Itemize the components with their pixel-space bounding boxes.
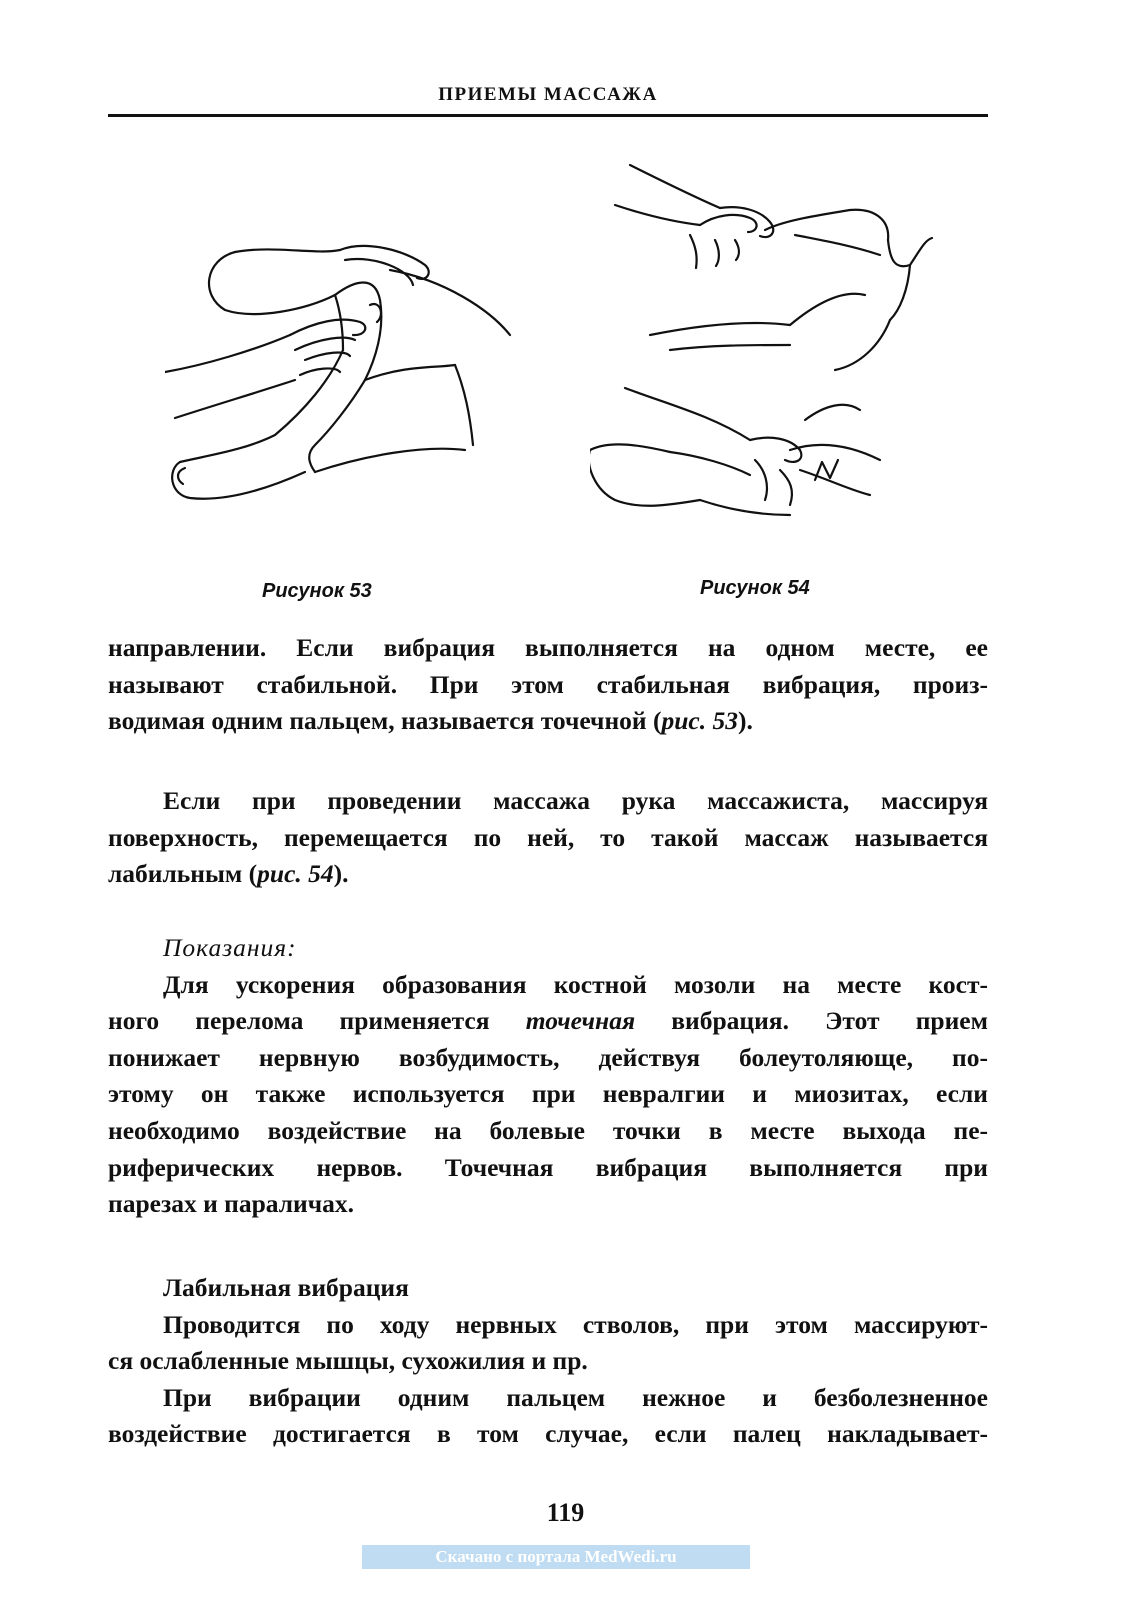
text-line: необходимо воздействие на болевые точки в месте выхода пе- xyxy=(108,1115,988,1145)
text-fragment: ). xyxy=(737,706,753,736)
text-line xyxy=(108,1003,988,1040)
paragraph-labile-massage xyxy=(108,783,988,893)
text-line: парезах и параличах. xyxy=(108,1189,354,1219)
text-line: направлении. Если вибрация выполняется на одном месте, ее xyxy=(108,633,988,662)
paragraph-stable-vibration xyxy=(108,630,988,740)
section-heading: Показания: xyxy=(163,933,297,962)
emphasis: точечная xyxy=(525,1006,636,1036)
text-line: ся ослабленные мышцы, сухожилия и пр. xyxy=(108,1346,588,1376)
text-line: называют стабильной. При этом стабильная вибрация, произ- xyxy=(108,669,988,699)
text-fragment: ного перелома применяется xyxy=(108,1006,526,1036)
text-fragment: лабильным ( xyxy=(108,859,258,889)
text-line xyxy=(108,703,988,740)
text-line: воздействие достигается в том случае, если палец накладывает- xyxy=(108,1419,988,1449)
header-rule xyxy=(108,114,988,117)
figure-reference: рис. 54 xyxy=(257,859,334,889)
text-line: Проводится по ходу нервных стволов, при этом массируют- xyxy=(163,1309,988,1339)
section-indications xyxy=(108,930,988,1223)
text-line: Для ускорения образования костной мозоли на месте кост- xyxy=(163,969,988,999)
section-heading: Лабильная вибрация xyxy=(163,1273,409,1302)
text-fragment: водимая одним пальцем, называется точечной ( xyxy=(108,706,662,736)
text-line: риферических нервов. Точечная вибрация выполняется при xyxy=(108,1152,988,1182)
text-line: При вибрации одним пальцем нежное и безболезненное xyxy=(163,1382,988,1412)
text-line xyxy=(108,856,988,893)
text-line: Если при проведении массажа рука массажиста, массируя xyxy=(163,786,988,815)
running-header: ПРИЕМЫ МАССАЖА xyxy=(438,84,658,105)
figure-53-illustration xyxy=(165,240,530,525)
section-labile-vibration xyxy=(108,1270,988,1453)
page-number: 119 xyxy=(546,1498,585,1527)
figure-53-caption: Рисунок 53 xyxy=(262,580,372,602)
text-line: поверхность, перемещается по ней, то такой массаж называется xyxy=(108,822,988,852)
source-watermark: Скачано с портала MedWedi.ru xyxy=(362,1545,750,1569)
figure-54-illustration xyxy=(590,160,970,530)
text-fragment: ). xyxy=(333,859,349,889)
figure-54-caption: Рисунок 54 xyxy=(700,577,810,599)
figure-reference: рис. 53 xyxy=(661,706,738,736)
text-fragment: вибрация. Этот прием xyxy=(635,1006,988,1036)
text-line: этому он также используется при невралгии и миозитах, если xyxy=(108,1079,988,1109)
text-line: понижает нервную возбудимость, действуя болеутоляюще, по- xyxy=(108,1042,988,1072)
